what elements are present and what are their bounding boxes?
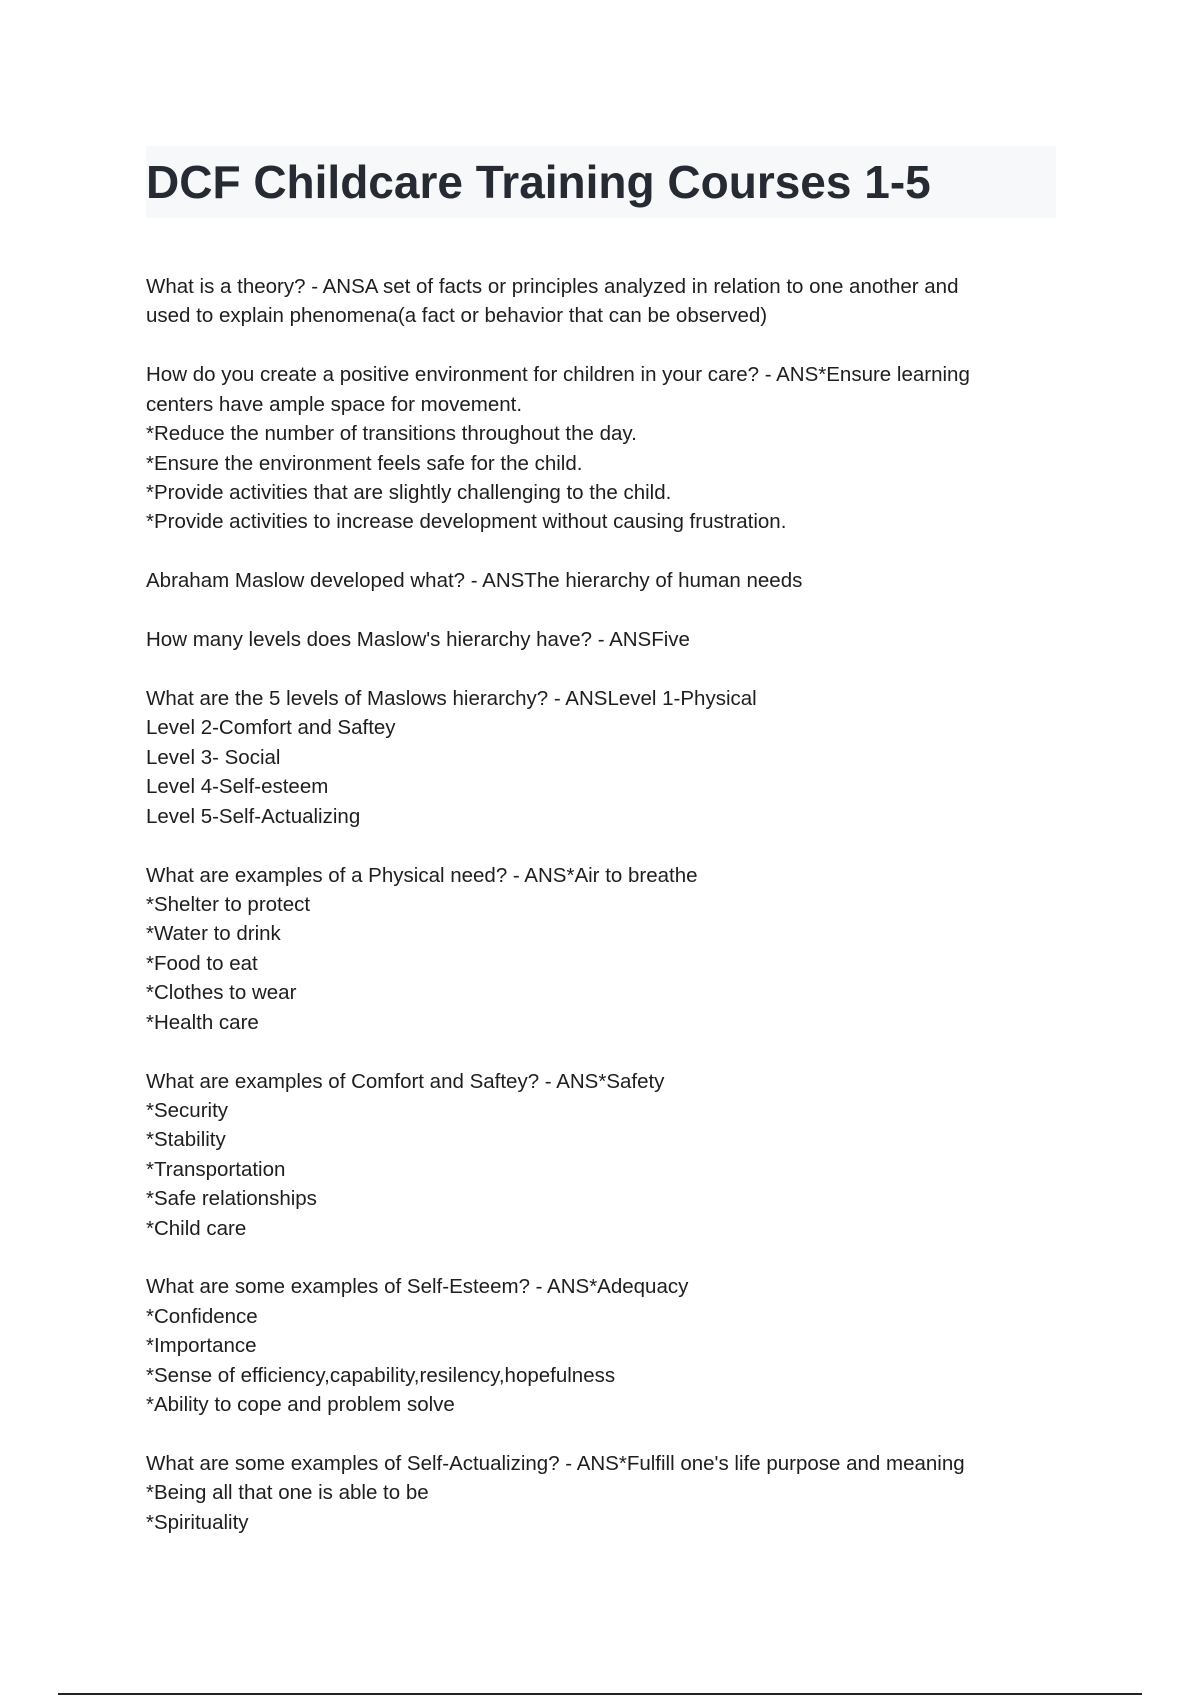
page-title: DCF Childcare Training Courses 1-5 — [146, 156, 931, 208]
qa-item — [146, 566, 1076, 595]
qa-answer-line: *Stability — [146, 1128, 226, 1152]
qa-item — [146, 625, 1076, 654]
document-body — [146, 272, 1076, 1567]
qa-question-line: How do you create a positive environment for children in your care? - ANS*Ensure learning — [146, 363, 970, 387]
qa-question-line: What are some examples of Self-Esteem? - ANS*Adequacy — [146, 1275, 689, 1299]
qa-answer-line: centers have ample space for movement. — [146, 392, 523, 416]
qa-answer-line: *Importance — [146, 1334, 257, 1358]
qa-answer-line: Level 4-Self-esteem — [146, 775, 329, 799]
qa-item — [146, 360, 1076, 536]
qa-answer-line: *Provide activities that are slightly challenging to the child. — [146, 480, 672, 504]
qa-answer-line: *Health care — [146, 1010, 259, 1034]
qa-question-line: What are examples of Comfort and Saftey? - ANS*Safety — [146, 1069, 665, 1093]
qa-answer-line: *Ensure the environment feels safe for the child. — [146, 451, 583, 475]
qa-answer-line: *Ability to cope and problem solve — [146, 1393, 455, 1417]
qa-question-line: What is a theory? - ANSA set of facts or principles analyzed in relation to one another and — [146, 275, 959, 298]
qa-answer-line: *Confidence — [146, 1304, 258, 1328]
qa-answer-line: *Child care — [146, 1216, 247, 1240]
qa-item — [146, 272, 1076, 331]
qa-answer-line: *Water to drink — [146, 922, 281, 946]
qa-question-line: How many levels does Maslow's hierarchy have? - ANSFive — [146, 628, 690, 652]
qa-answer-line: Level 5-Self-Actualizing — [146, 804, 361, 828]
qa-answer-line: *Clothes to wear — [146, 981, 297, 1005]
qa-item — [146, 1449, 1076, 1537]
qa-answer-line: *Transportation — [146, 1157, 286, 1181]
qa-item — [146, 1272, 1076, 1419]
qa-answer-line: *Being all that one is able to be — [146, 1481, 429, 1505]
qa-item — [146, 684, 1076, 831]
qa-question-line: What are some examples of Self-Actualizing? - ANS*Fulfill one's life purpose and meaning — [146, 1452, 965, 1475]
qa-answer-line: *Safe relationships — [146, 1187, 317, 1211]
qa-answer-line: Level 3- Social — [146, 745, 281, 769]
qa-answer-line: *Food to eat — [146, 951, 258, 975]
title-banner — [146, 146, 1056, 218]
qa-item — [146, 1067, 1076, 1243]
qa-item — [146, 861, 1076, 1037]
qa-answer-line: *Sense of efficiency,capability,resilency,hopefulness — [146, 1363, 616, 1387]
qa-answer-line: *Reduce the number of transitions throughout the day. — [146, 422, 637, 446]
qa-answer-line: *Shelter to protect — [146, 893, 311, 916]
qa-question-line: Abraham Maslow developed what? - ANSThe hierarchy of human needs — [146, 569, 803, 593]
qa-answer-line: *Provide activities to increase development without causing frustration. — [146, 510, 787, 534]
qa-answer-line: used to explain phenomena(a fact or behavior that can be observed) — [146, 304, 768, 328]
qa-question-line: What are the 5 levels of Maslows hierarchy? - ANSLevel 1-Physical — [146, 687, 757, 711]
qa-question-line: What are examples of a Physical need? - ANS*Air to breathe — [146, 863, 698, 887]
qa-answer-line: *Spirituality — [146, 1510, 249, 1534]
qa-answer-line: Level 2-Comfort and Saftey — [146, 716, 396, 740]
qa-answer-line: *Security — [146, 1098, 229, 1122]
footer-divider — [58, 1693, 1142, 1695]
